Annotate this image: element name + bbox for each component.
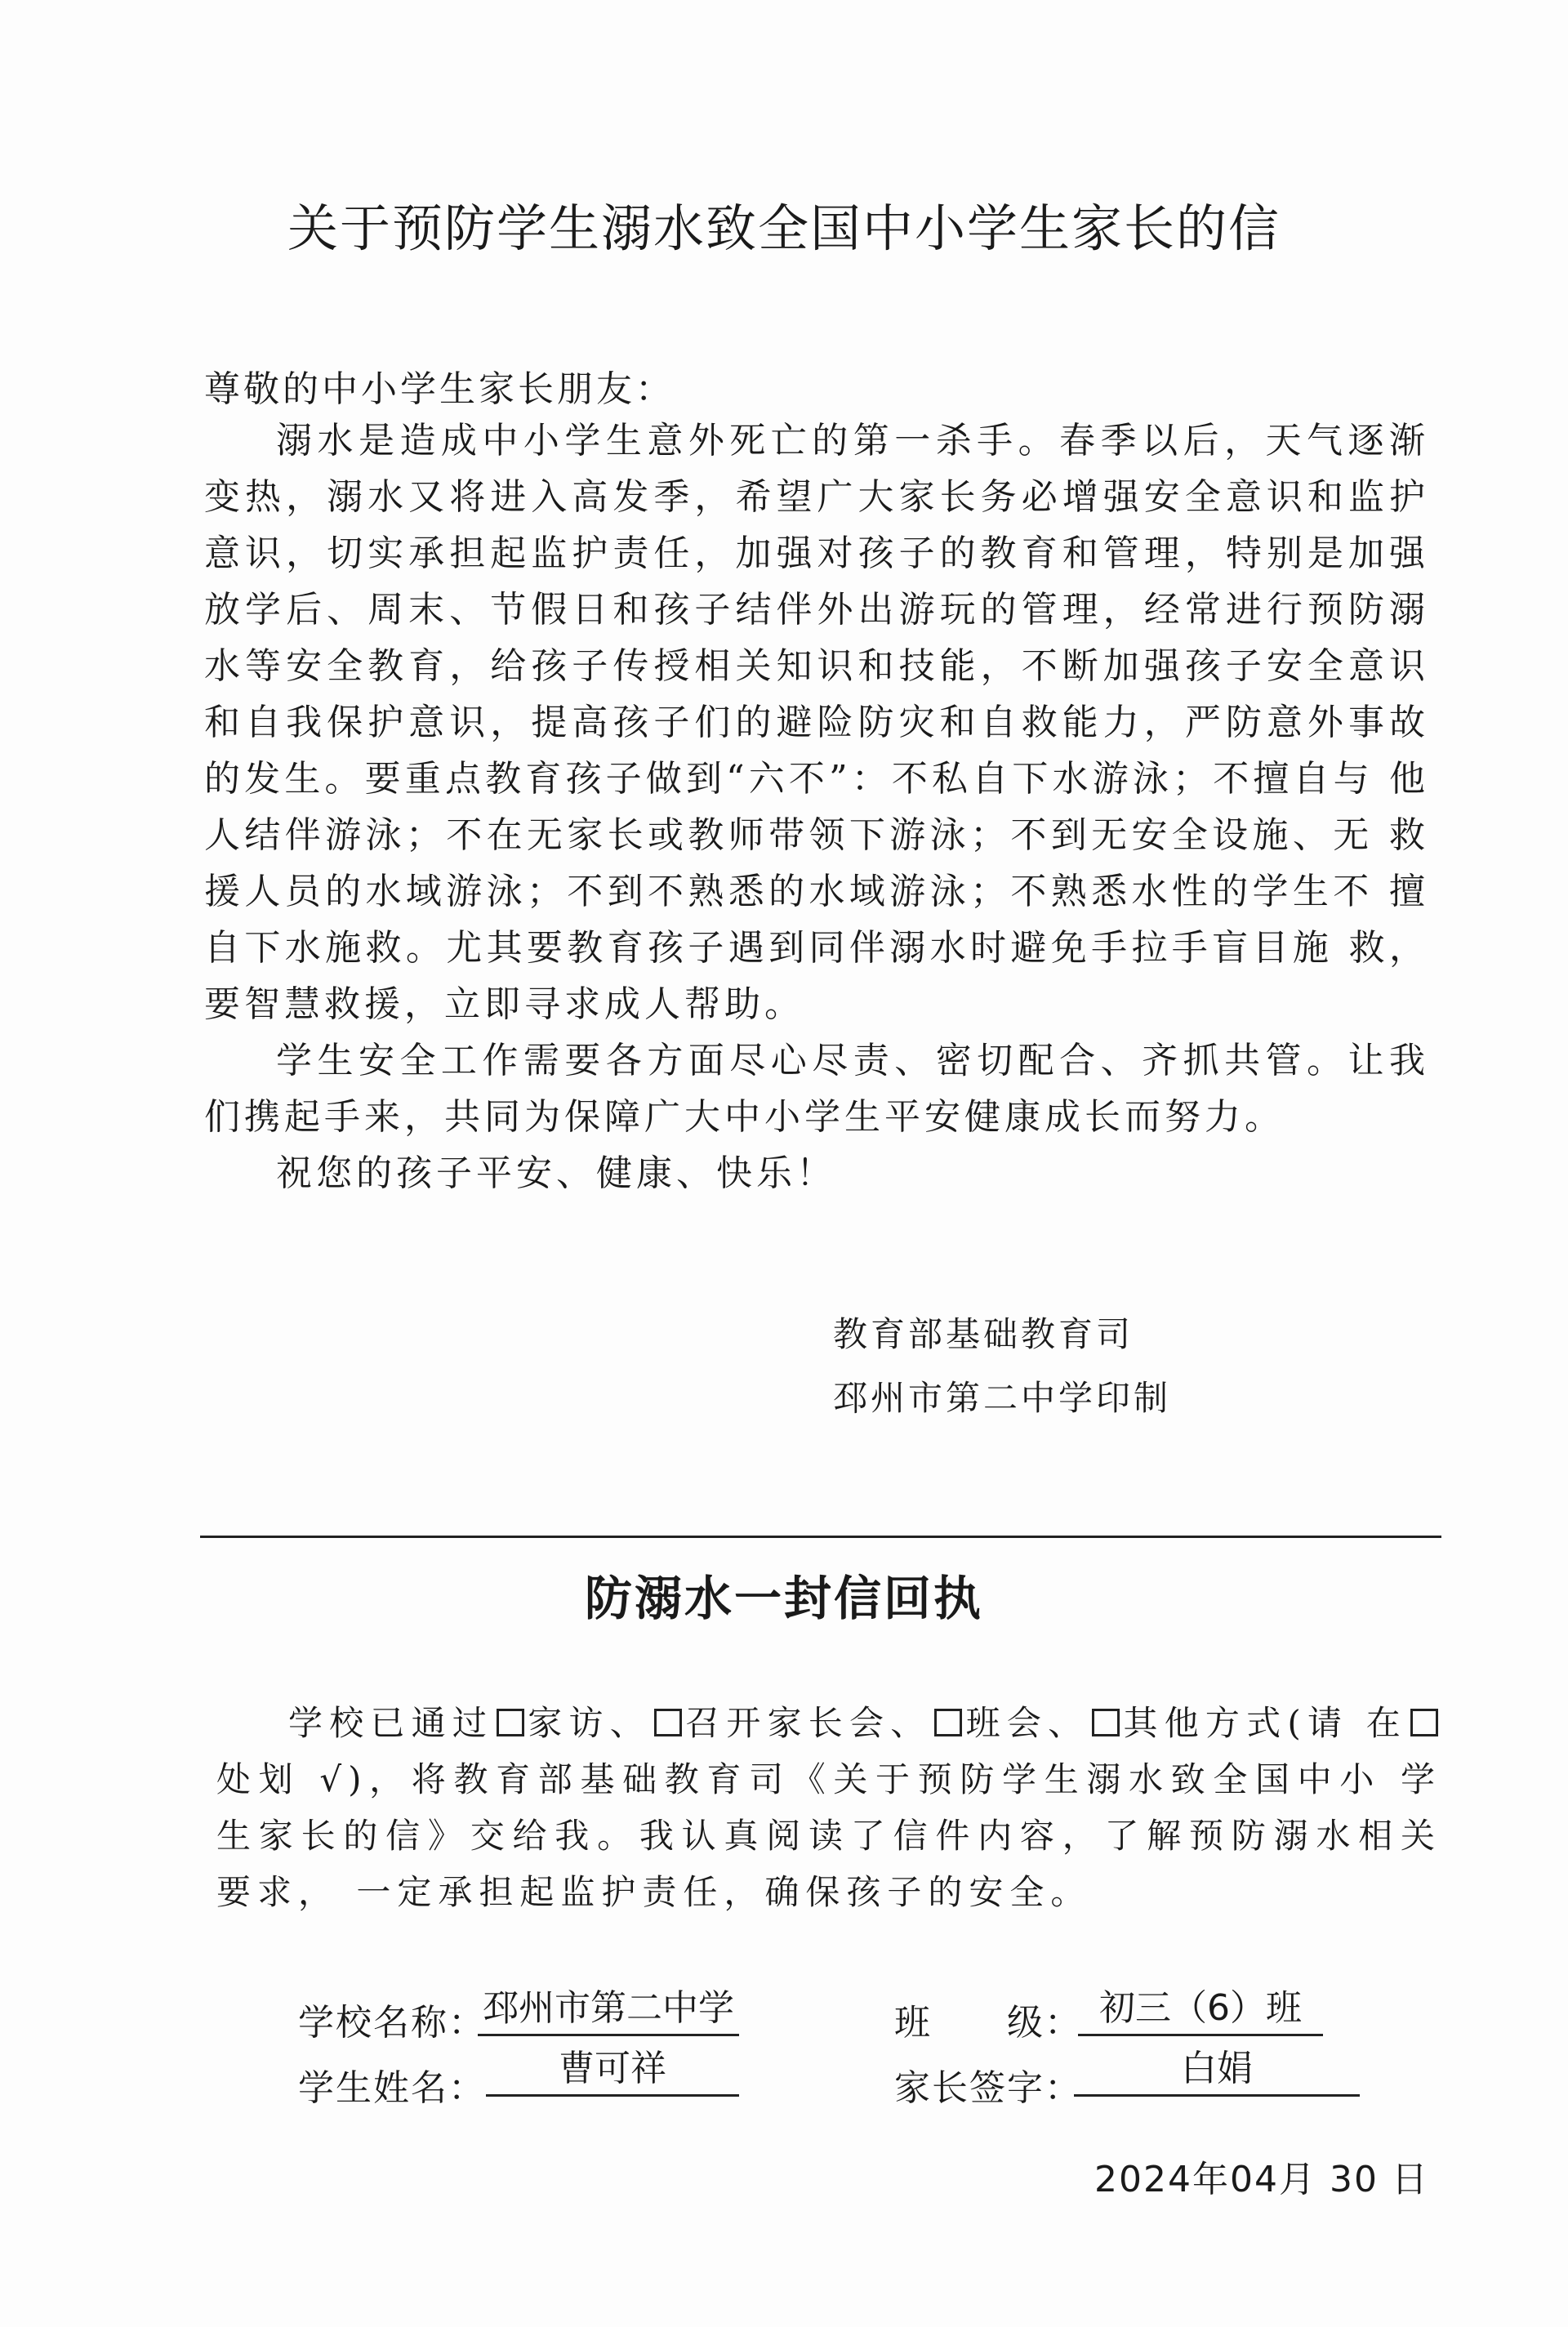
letter-paragraph-2: 学生安全工作需要各方面尽心尽责、密切配合、齐抓共管。让我们携起手来，共同为保障广大中小学生平安健康成长而努力。 [204, 1040, 1429, 1138]
letter-paragraph-1: 溺水是造成中小学生意外死亡的第一杀手。春季以后，天气逐渐变热，溺水又将进入高发季，希望广大家长务必增强安全意识和监护 意识，切实承担起监护责任，加强对孩子的教育和管理，特别是加强 放学后、周末、节假日和孩子结伴外出游玩的管理，经常进行预防溺 水等安全教育，给孩子传授相关知识和技能，不断加强孩子安全意识 和自我保护意识，提高孩子们的避险防灾和自救能力，严防意外事故 的发生。要重点教育孩子做到“六不”：不私自下水游泳；不擅自与 他人结伴游泳；不在无家长或教师带领下游泳；不到无安全设施、无 救援人员的水域游泳；不到不熟悉的水域游泳；不熟悉水性的学生不 擅自下水施救。尤其要教育孩子遇到同伴溺水时避免手拉手盲目施 救，要智慧救援，立即寻求成人帮助。 [204, 420, 1429, 1025]
option-home-visit: 家访、 [528, 1703, 651, 1743]
letter-greeting: 尊敬的中小学生家长朋友： [204, 368, 675, 410]
school-name-field[interactable]: 邳州市第二中学 [478, 1983, 739, 2036]
letter-title: 关于预防学生溺水致全国中小学生家长的信 [287, 198, 1281, 258]
printer-name: 邳州市第二中学印制 [833, 1378, 1172, 1418]
option-other-method: 其他方式(请 在 [1123, 1703, 1407, 1743]
class-label: 班 级： [894, 2002, 1082, 2044]
parent-signature-field[interactable]: 白娟 [1074, 2044, 1360, 2097]
student-name-label: 学生姓名： [298, 2067, 486, 2109]
receipt-intro: 学校已通过 [288, 1703, 494, 1743]
receipt-title: 防溺水一封信回执 [584, 1571, 983, 1626]
school-name-label: 学校名称： [298, 2002, 486, 2044]
issuer-name: 教育部基础教育司 [833, 1314, 1134, 1354]
option-parent-meeting: 召开家长会、 [684, 1703, 932, 1743]
class-field[interactable]: 初三（6）班 [1078, 1983, 1323, 2036]
letter-paragraph-3: 祝您的孩子平安、健康、快乐！ [276, 1152, 836, 1194]
receipt-statement: 处划 √)，将教育部基础教育司《关于预防学生溺水致全国中小 学生家长的信》交给我。我认真阅读了信件内容，了解预防溺水相关 要求， 一定承担起监护责任，确保孩子的安全。 [216, 1759, 1441, 1912]
receipt-date: 2024年04月 30 日 [1094, 2159, 1429, 2200]
student-name-field[interactable]: 曹可祥 [486, 2044, 739, 2097]
parent-signature-label: 家长签字： [894, 2067, 1082, 2109]
option-class-meeting: 班会、 [965, 1703, 1089, 1743]
